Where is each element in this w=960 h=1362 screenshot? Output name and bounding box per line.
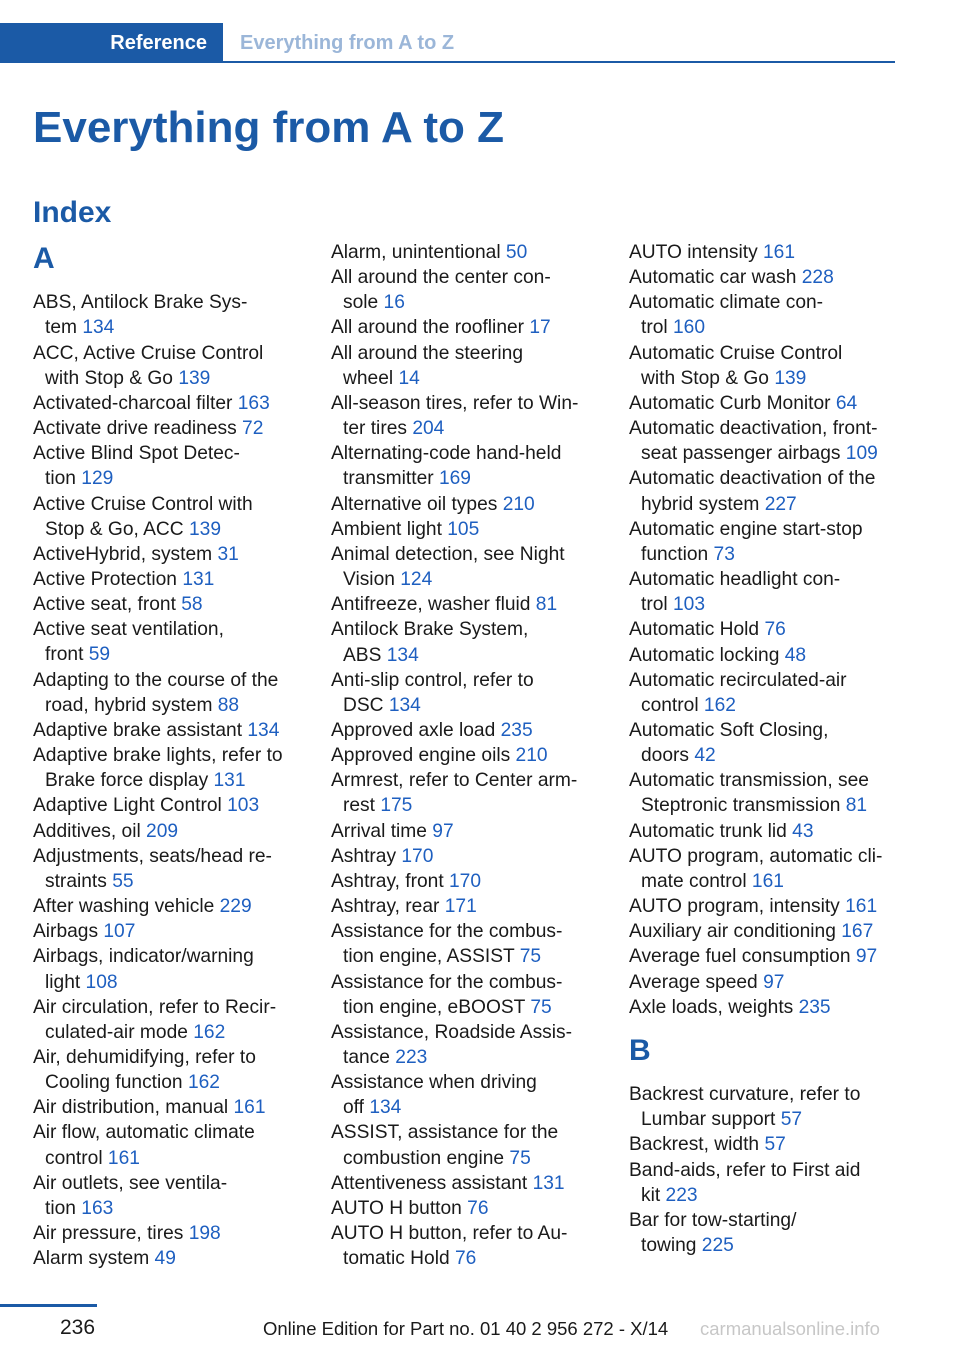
page-link[interactable]: 43 — [792, 820, 814, 842]
entry-term-continuation: kit — [641, 1184, 666, 1206]
entry-term: After washing vehicle — [33, 896, 220, 918]
entry-term-continuation: Steptronic transmission — [641, 795, 846, 817]
index-letter: A — [33, 242, 55, 275]
index-entry — [33, 793, 303, 818]
index-entry — [33, 718, 303, 743]
index-heading: Index — [33, 196, 112, 229]
page-link[interactable]: 161 — [233, 1097, 266, 1119]
index-entry — [331, 919, 601, 969]
page-link[interactable]: 48 — [784, 644, 807, 666]
page-link[interactable]: 223 — [395, 1047, 428, 1068]
page-link[interactable]: 169 — [438, 468, 471, 490]
entry-term: AUTO intensity — [629, 242, 764, 263]
entry-term-continuation: ter tires — [343, 418, 413, 440]
page-link[interactable]: 81 — [845, 795, 868, 817]
page-link[interactable]: 75 — [509, 1147, 531, 1169]
index-entry — [33, 391, 303, 416]
index-entry — [331, 894, 601, 919]
entry-term: AUTO H button — [331, 1197, 468, 1219]
page-link[interactable]: 139 — [774, 367, 807, 389]
index-entry — [629, 844, 899, 894]
index-entry — [331, 819, 601, 844]
entry-term-continuation: Stop & Go, ACC — [45, 518, 189, 540]
entry-term: Assistance, Roadside Assis- — [331, 1021, 573, 1043]
entry-term: All around the steering — [331, 342, 523, 364]
page-link[interactable]: 107 — [103, 921, 136, 943]
index-entry — [331, 492, 601, 517]
index-entry — [331, 341, 601, 391]
footer-rule — [0, 1304, 97, 1307]
entry-term: AUTO H button, refer to Au- — [331, 1223, 568, 1245]
page-link[interactable]: 76 — [467, 1197, 489, 1219]
index-entry — [331, 240, 601, 265]
index-entry — [629, 391, 899, 416]
entry-term-continuation: transmitter — [343, 468, 439, 490]
section-tab: Reference — [0, 23, 223, 63]
index-entry — [331, 718, 601, 743]
page-link[interactable]: 16 — [383, 292, 405, 314]
page-link[interactable]: 229 — [219, 896, 252, 918]
index-entry — [33, 894, 303, 919]
page-link[interactable]: 75 — [530, 996, 552, 1018]
entry-term-continuation: tion — [45, 468, 82, 490]
entry-term: All-season tires, refer to Win- — [331, 392, 579, 414]
index-entry — [33, 617, 303, 667]
entry-term: Air, dehumidifying, refer to — [33, 1046, 256, 1068]
page-link[interactable]: 81 — [535, 594, 558, 616]
index-entry — [331, 617, 601, 667]
page-link[interactable]: 235 — [798, 996, 831, 1018]
entry-term-continuation: combustion engine — [343, 1147, 510, 1169]
entry-term: Assistance when driving — [331, 1072, 537, 1094]
page-link[interactable]: 76 — [454, 1248, 477, 1270]
page-link[interactable]: 103 — [673, 594, 706, 616]
entry-term: Automatic trunk lid — [629, 820, 793, 842]
index-entry — [331, 743, 601, 768]
page-link[interactable]: 161 — [763, 242, 796, 263]
page-link[interactable]: 175 — [380, 795, 413, 817]
page-link[interactable]: 139 — [178, 367, 211, 389]
page-link[interactable]: 235 — [500, 719, 533, 741]
index-entry — [629, 1208, 899, 1258]
index-entry — [629, 1158, 899, 1208]
index-entry — [629, 1082, 899, 1132]
entry-term: Automatic deactivation of the — [629, 468, 876, 490]
page-link[interactable]: 131 — [182, 569, 215, 591]
index-entry — [629, 290, 899, 340]
page-link[interactable]: 50 — [505, 242, 528, 263]
entry-term: Approved engine oils — [331, 745, 516, 767]
page-link[interactable]: 162 — [193, 1021, 226, 1043]
index-entry — [331, 1196, 601, 1221]
entry-term-continuation: tion engine, eBOOST — [343, 996, 531, 1018]
entry-term: Automatic Cruise Control — [629, 342, 843, 364]
entry-term-continuation: doors — [641, 745, 695, 767]
index-entry — [629, 416, 899, 466]
entry-term: Additives, oil — [33, 820, 147, 842]
entry-term: Automatic recirculated-air — [629, 669, 847, 691]
entry-term: Automatic engine start-stop — [629, 518, 863, 540]
index-entry — [33, 1120, 303, 1170]
entry-term-continuation: road, hybrid system — [45, 694, 218, 716]
entry-term: Automatic deactivation, front- — [629, 418, 878, 440]
entry-term: Assistance for the combus- — [331, 921, 563, 943]
index-entry — [331, 1171, 601, 1196]
entry-term: Automatic car wash — [629, 267, 802, 289]
page-link[interactable]: 76 — [764, 619, 786, 641]
index-letter: B — [629, 1033, 651, 1067]
index-entry — [33, 743, 303, 793]
entry-term-continuation: culated-air mode — [45, 1021, 194, 1043]
entry-term: Ashtray — [331, 845, 402, 867]
entry-term: Adaptive brake lights, refer to — [33, 745, 283, 767]
page-link[interactable]: 131 — [213, 770, 246, 792]
page-link[interactable]: 42 — [694, 745, 716, 767]
index-column-3 — [629, 240, 899, 1258]
entry-term: Adaptive brake assistant — [33, 719, 248, 741]
entry-term-continuation: light — [45, 971, 86, 993]
entry-term-continuation: ABS — [343, 644, 387, 666]
entry-term-continuation: tion — [45, 1197, 82, 1219]
entry-term-continuation: towing — [641, 1235, 702, 1257]
page-link[interactable]: 57 — [764, 1134, 786, 1156]
entry-term: Antilock Brake System, — [331, 619, 529, 641]
page-link[interactable]: 73 — [713, 543, 735, 565]
entry-term: Automatic Soft Closing, — [629, 719, 829, 741]
index-entry — [331, 970, 601, 1020]
index-entry — [33, 542, 303, 567]
entry-term: Arrival time — [331, 820, 433, 842]
index-entry — [33, 1171, 303, 1221]
index-entry — [629, 919, 899, 944]
index-entry — [33, 819, 303, 844]
page-link[interactable]: 139 — [188, 518, 221, 540]
index-entry — [33, 844, 303, 894]
index-entry — [331, 1020, 601, 1070]
page-link[interactable]: 97 — [763, 971, 785, 993]
index-entry — [331, 844, 601, 869]
header-rule — [223, 61, 895, 63]
entry-term: Air distribution, manual — [33, 1097, 234, 1119]
page-link[interactable]: 210 — [502, 493, 535, 515]
entry-term-continuation: seat passenger airbags — [641, 443, 846, 465]
index-entry — [33, 1095, 303, 1120]
entry-term-continuation: tance — [343, 1047, 396, 1068]
entry-term: Approved axle load — [331, 719, 501, 741]
index-entry — [331, 869, 601, 894]
page-link[interactable]: 170 — [401, 845, 434, 867]
page-link[interactable]: 75 — [519, 946, 542, 968]
watermark: carmanualsonline.info — [700, 1318, 880, 1339]
index-entry — [331, 265, 601, 315]
page-link[interactable]: 103 — [227, 795, 260, 817]
index-entry — [629, 240, 899, 265]
page-link[interactable]: 225 — [701, 1235, 734, 1257]
index-entry — [33, 492, 303, 542]
page-link[interactable]: 163 — [81, 1197, 114, 1219]
entry-term: Anti-slip control, refer to — [331, 669, 534, 691]
entry-term: AUTO program, automatic cli- — [629, 845, 883, 867]
entry-term: Airbags, indicator/warning — [33, 946, 254, 968]
index-entry — [33, 919, 303, 944]
entry-term: Alternating-code hand-held — [331, 443, 562, 465]
entry-term-continuation: control — [641, 694, 704, 716]
page-link[interactable]: 108 — [85, 971, 118, 993]
page-link[interactable]: 88 — [217, 694, 240, 716]
page-link[interactable]: 209 — [146, 820, 179, 842]
page-number: 236 — [60, 1316, 96, 1339]
page-link[interactable]: 134 — [247, 719, 280, 741]
entry-term: Automatic climate con- — [629, 292, 824, 314]
entry-term: Activate drive readiness — [33, 418, 243, 440]
entry-term: ABS, Antilock Brake Sys- — [33, 292, 248, 314]
index-entry — [331, 542, 601, 592]
entry-term-continuation: trol — [641, 317, 673, 339]
entry-term: Assistance for the combus- — [331, 971, 563, 993]
entry-term: Active seat ventilation, — [33, 619, 224, 641]
entry-term: Alternative oil types — [331, 493, 503, 515]
index-entry — [331, 1070, 601, 1120]
entry-term: Automatic locking — [629, 644, 785, 666]
page-link[interactable]: 204 — [412, 418, 445, 440]
page-link[interactable]: 223 — [665, 1184, 698, 1206]
entry-term-continuation: Lumbar support — [641, 1109, 781, 1131]
entry-term-continuation: wheel — [343, 367, 399, 389]
index-entry — [331, 1120, 601, 1170]
page-link[interactable]: 160 — [673, 317, 706, 339]
entry-term-continuation: tomatic Hold — [343, 1248, 455, 1270]
entry-term: Adapting to the course of the — [33, 669, 279, 691]
page-link[interactable]: 134 — [82, 317, 115, 339]
index-entry — [33, 944, 303, 994]
page-link[interactable]: 210 — [515, 745, 548, 767]
index-entry — [331, 1221, 601, 1271]
entry-term-continuation: Brake force display — [45, 770, 214, 792]
page-link[interactable]: 59 — [88, 644, 111, 666]
page-link[interactable]: 14 — [398, 367, 420, 389]
entry-term: Adaptive Light Control — [33, 795, 228, 817]
entry-term: Antifreeze, washer fluid — [331, 594, 536, 616]
entry-term-continuation: Cooling function — [45, 1072, 188, 1094]
page-link[interactable]: 134 — [388, 694, 421, 716]
index-entry — [33, 1221, 303, 1246]
entry-term: All around the center con- — [331, 267, 551, 289]
page-link[interactable]: 55 — [112, 870, 134, 892]
entry-term-continuation: Vision — [343, 569, 401, 591]
page-link[interactable]: 105 — [447, 518, 480, 540]
index-entry — [629, 567, 899, 617]
section-title: Everything from A to Z — [240, 32, 455, 54]
page-link[interactable]: 163 — [237, 392, 270, 414]
page-link[interactable]: 31 — [217, 543, 239, 565]
page-link[interactable]: 161 — [751, 870, 784, 892]
entry-term: Backrest, width — [629, 1134, 765, 1156]
index-entry — [33, 995, 303, 1045]
page-link[interactable]: 131 — [532, 1172, 565, 1194]
entry-term: Attentiveness assistant — [331, 1172, 533, 1194]
index-entry — [331, 768, 601, 818]
index-entry — [331, 668, 601, 718]
entry-term: Axle loads, weights — [629, 996, 799, 1018]
entry-term: Automatic Hold — [629, 619, 765, 641]
index-entry — [331, 391, 601, 441]
entry-term: Backrest curvature, refer to — [629, 1084, 861, 1106]
entry-term-continuation: sole — [343, 292, 384, 314]
entry-term-continuation: mate control — [641, 870, 752, 892]
entry-term: Automatic transmission, see — [629, 770, 869, 792]
index-entry — [331, 441, 601, 491]
entry-term: Active Blind Spot Detec- — [33, 443, 240, 465]
page-link[interactable]: 162 — [703, 694, 736, 716]
entry-term-continuation: rest — [343, 795, 381, 817]
entry-term-continuation: DSC — [343, 694, 389, 716]
page-link[interactable]: 171 — [444, 896, 477, 918]
entry-term: Auxiliary air conditioning — [629, 921, 842, 943]
page-link[interactable]: 228 — [801, 267, 834, 289]
entry-term: Air flow, automatic climate — [33, 1122, 255, 1144]
index-column-2 — [331, 240, 601, 1271]
page-link[interactable]: 109 — [845, 443, 878, 465]
entry-term: Active Cruise Control with — [33, 493, 253, 515]
entry-term: Air pressure, tires — [33, 1223, 189, 1245]
page-link[interactable]: 17 — [529, 317, 551, 339]
entry-term: Active seat, front — [33, 594, 182, 616]
entry-term-continuation: function — [641, 543, 714, 565]
running-header — [0, 23, 895, 63]
entry-term-continuation: control — [45, 1147, 108, 1169]
index-entry — [331, 315, 601, 340]
entry-term-continuation: hybrid system — [641, 493, 765, 515]
page-link[interactable]: 124 — [400, 569, 433, 591]
entry-term: Bar for tow-starting/ — [629, 1209, 797, 1231]
entry-term: Adjustments, seats/head re- — [33, 845, 272, 867]
page-link[interactable]: 134 — [386, 644, 419, 666]
index-entry — [629, 718, 899, 768]
index-entry — [33, 1246, 303, 1271]
page-link[interactable]: 129 — [81, 468, 114, 490]
index-entry — [629, 1132, 899, 1157]
page-link[interactable]: 227 — [764, 493, 797, 515]
entry-term-continuation: front — [45, 644, 89, 666]
entry-term: Alarm system — [33, 1248, 155, 1270]
entry-term: Average speed — [629, 971, 764, 993]
page-link[interactable]: 162 — [187, 1072, 220, 1094]
entry-term: Active Protection — [33, 569, 183, 591]
entry-term-continuation: with Stop & Go — [641, 367, 775, 389]
entry-term: All around the roofliner — [331, 317, 530, 339]
index-entry — [629, 970, 899, 995]
entry-term-continuation: tem — [45, 317, 83, 339]
index-entry — [629, 819, 899, 844]
index-entry — [33, 416, 303, 441]
entry-term: Automatic Curb Monitor — [629, 392, 836, 414]
entry-term: Ashtray, front — [331, 870, 450, 892]
page-link[interactable]: 57 — [780, 1109, 803, 1131]
entry-term-continuation: trol — [641, 594, 673, 616]
page-link[interactable]: 134 — [369, 1097, 402, 1119]
index-entry — [331, 592, 601, 617]
index-entry — [629, 995, 899, 1020]
index-entry — [629, 944, 899, 969]
entry-term-continuation: with Stop & Go — [45, 367, 179, 389]
index-entry — [331, 517, 601, 542]
index-entry — [33, 567, 303, 592]
index-entry — [33, 592, 303, 617]
entry-term: Ashtray, rear — [331, 896, 445, 918]
index-entry — [629, 265, 899, 290]
entry-term: Animal detection, see Night — [331, 543, 565, 565]
entry-term: AUTO program, intensity — [629, 896, 846, 918]
index-entry — [629, 894, 899, 919]
entry-term: ACC, Active Cruise Control — [33, 342, 264, 364]
index-entry — [629, 768, 899, 818]
entry-term: Air outlets, see ventila- — [33, 1172, 228, 1194]
index-column-1 — [33, 240, 303, 1271]
index-entry — [33, 341, 303, 391]
page-link[interactable]: 64 — [835, 392, 858, 414]
page-link[interactable]: 161 — [845, 896, 878, 918]
entry-term: ASSIST, assistance for the — [331, 1122, 559, 1144]
index-entry — [629, 668, 899, 718]
edition-note: Online Edition for Part no. 01 40 2 956 272 - X/14 — [263, 1318, 669, 1339]
page-link[interactable]: 72 — [242, 418, 264, 440]
index-entry — [33, 290, 303, 340]
index-entry — [33, 668, 303, 718]
page-link[interactable]: 161 — [107, 1147, 140, 1169]
entry-term: Activated-charcoal filter — [33, 392, 238, 414]
entry-term-continuation: straints — [45, 870, 113, 892]
entry-term: Air circulation, refer to Recir- — [33, 996, 277, 1018]
index-entry — [33, 441, 303, 491]
page-link[interactable]: 97 — [855, 946, 878, 968]
page-link[interactable]: 97 — [432, 820, 454, 842]
page-title: Everything from A to Z — [33, 103, 504, 152]
index-entry — [33, 1045, 303, 1095]
entry-term: Ambient light — [331, 518, 448, 540]
entry-term: Automatic headlight con- — [629, 569, 841, 591]
index-entry — [629, 341, 899, 391]
page-link[interactable]: 198 — [188, 1223, 221, 1245]
entry-term-continuation: tion engine, ASSIST — [343, 946, 520, 968]
entry-term: Band-aids, refer to First aid — [629, 1159, 861, 1181]
index-entry — [629, 643, 899, 668]
entry-term: ActiveHybrid, system — [33, 543, 218, 565]
page-link[interactable]: 49 — [154, 1248, 176, 1270]
index-entry — [629, 466, 899, 516]
index-entry — [629, 517, 899, 567]
entry-term: Alarm, unintentional — [331, 242, 506, 263]
entry-term: Airbags — [33, 921, 104, 943]
page-link[interactable]: 170 — [449, 870, 482, 892]
index-entry — [629, 617, 899, 642]
entry-term: Average fuel consumption — [629, 946, 856, 968]
entry-term-continuation: off — [343, 1097, 370, 1119]
page-link[interactable]: 58 — [181, 594, 203, 616]
entry-term: Armrest, refer to Center arm- — [331, 770, 578, 792]
page-link[interactable]: 167 — [841, 921, 874, 943]
